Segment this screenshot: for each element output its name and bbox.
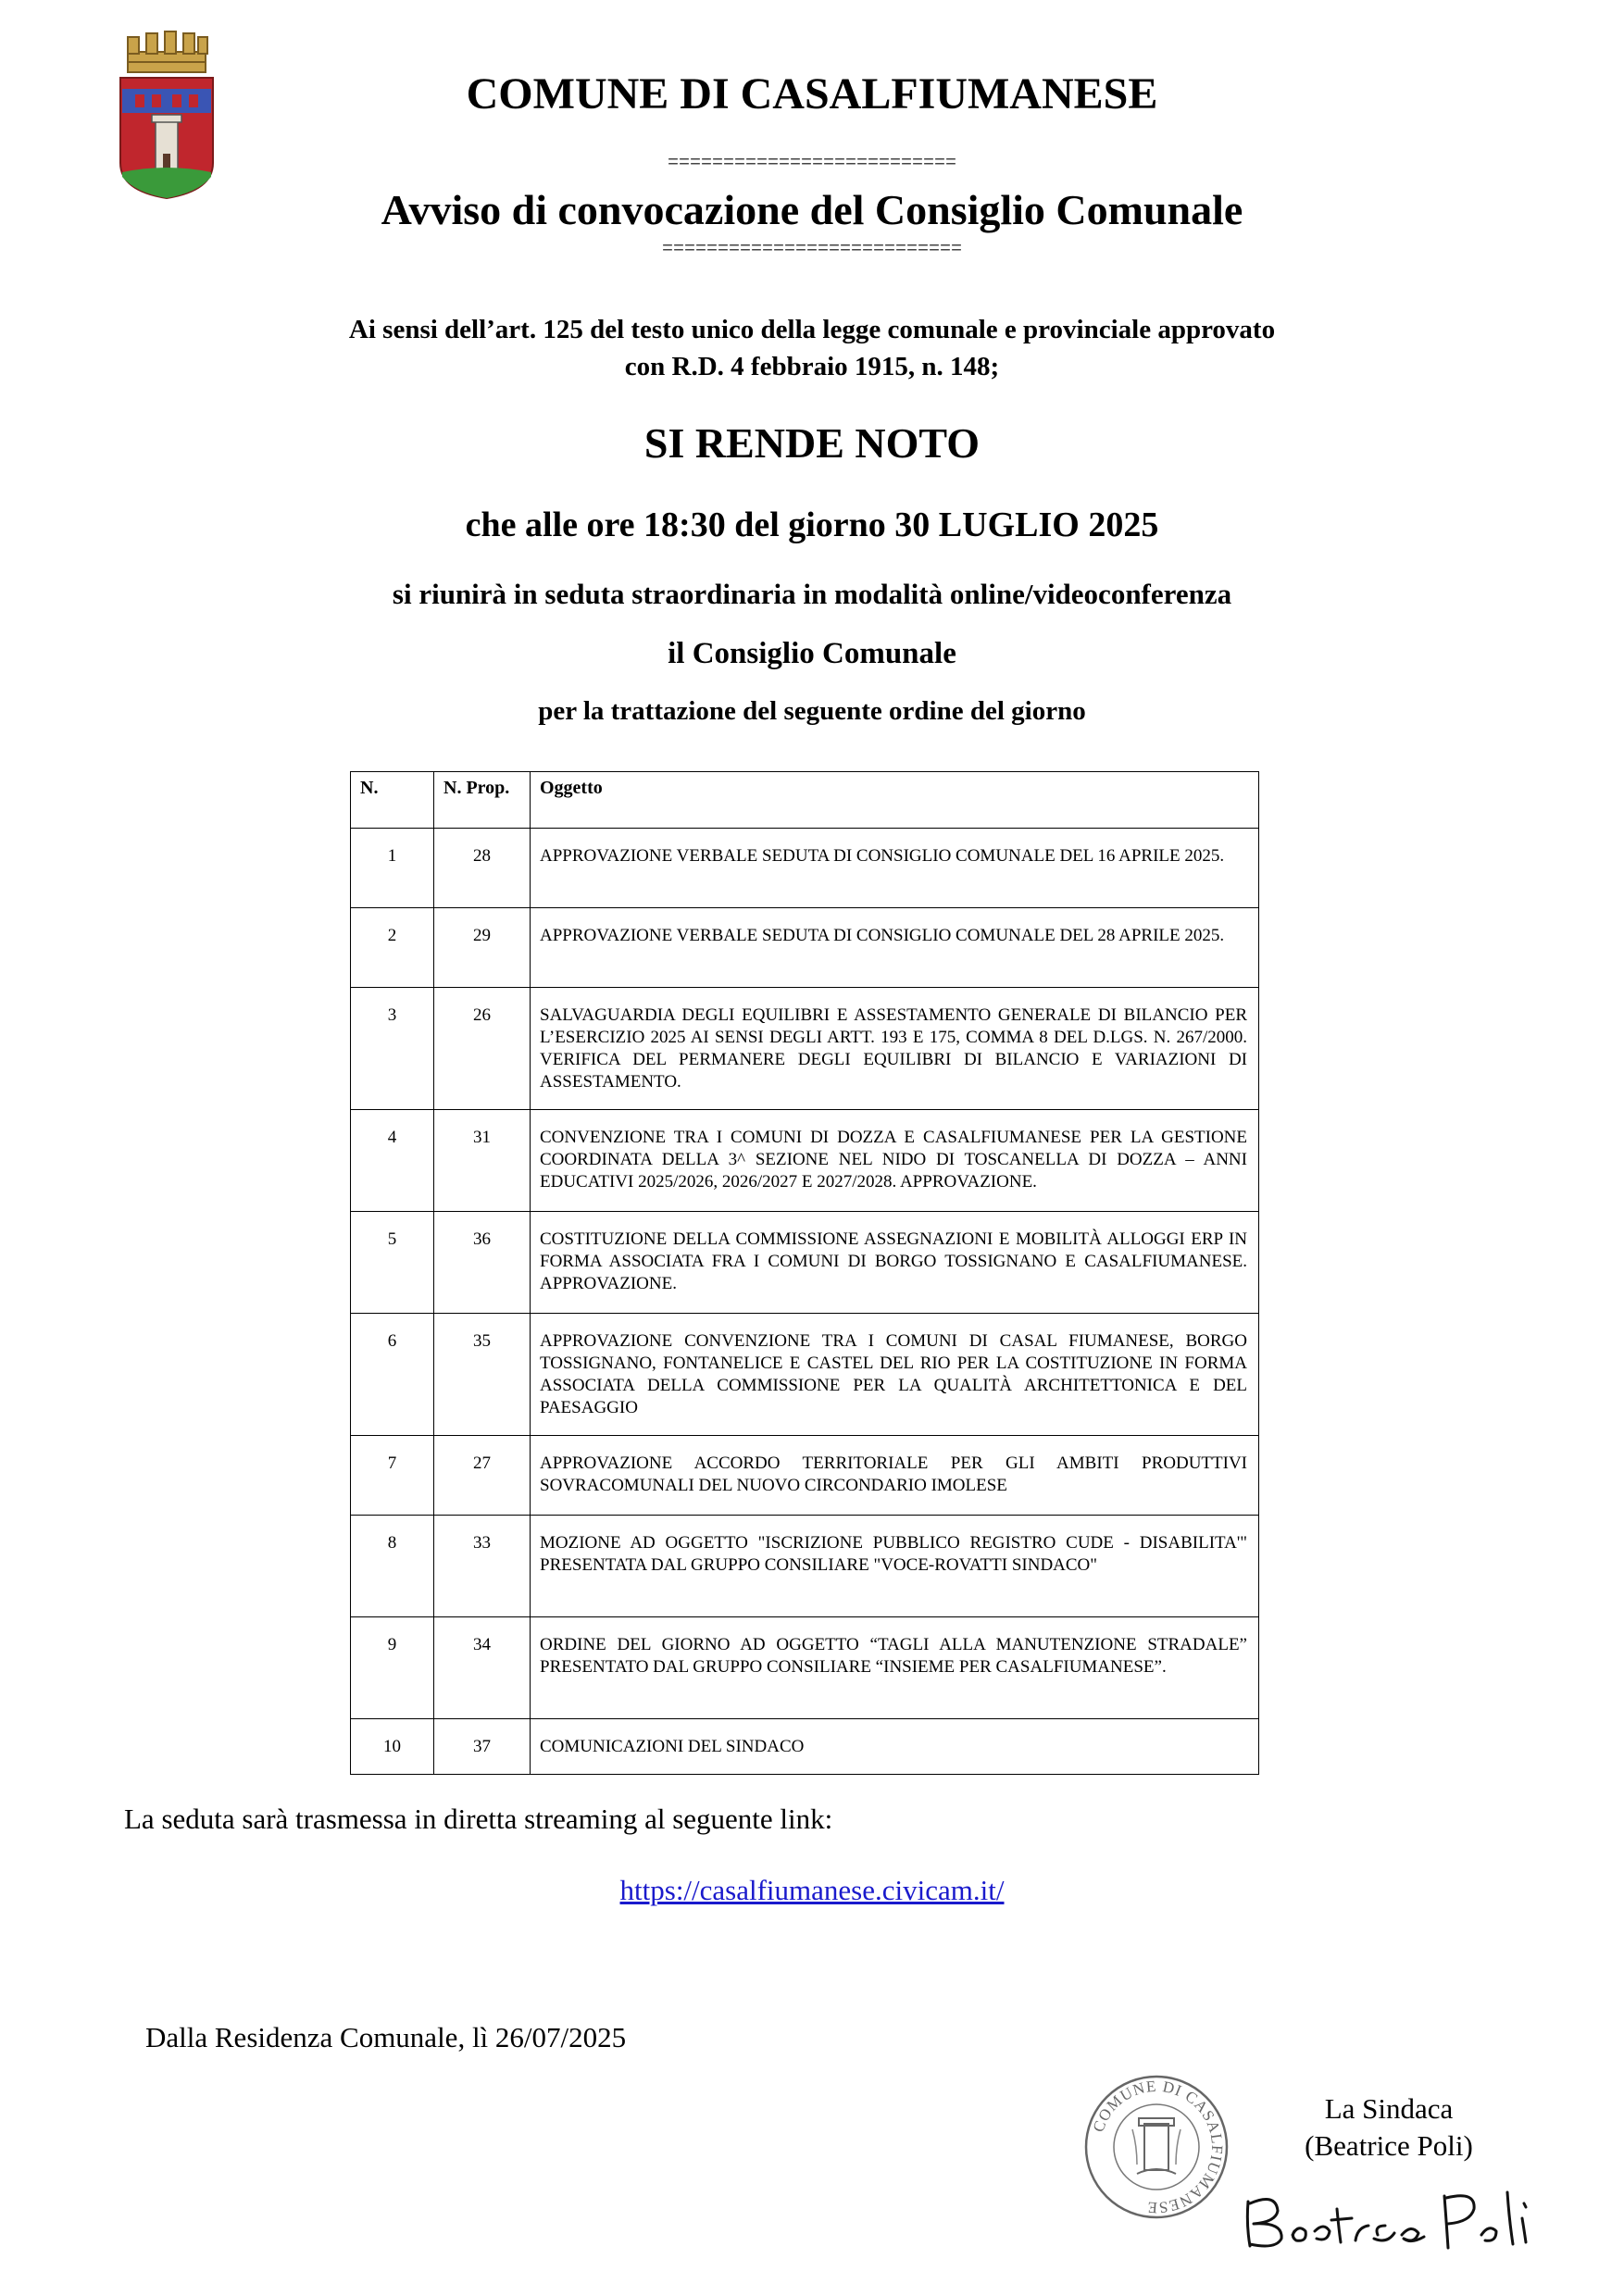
table-row [351,1516,1259,1617]
item-subject: CONVENZIONE TRA I COMUNI DI DOZZA E CASALFIUMANESE PER LA GESTIONE COORDINATA DELLA 3^ SEZIONE NEL NIDO DI TOSCANELLA DI DOZZA – ANNI EDUCATIVI 2025/2026, 2026/2027 E 2027/2028. APPROVAZIONE. [531,1110,1259,1212]
separator-line: =========================== [661,239,963,260]
proposal-number: 37 [434,1719,531,1775]
signatory-name: (Beatrice Poli) [1305,2129,1473,2162]
notice-heading: SI RENDE NOTO [643,419,981,467]
place-date: Dalla Residenza Comunale, lì 26/07/2025 [145,2021,627,2053]
council-name: il Consiglio Comunale [668,637,956,670]
table-row [351,1719,1259,1775]
document-title: Avviso di convocazione del Consiglio Comunale [381,186,1243,233]
item-number: 4 [351,1110,434,1212]
column-header-proposal: N. Prop. [434,772,531,829]
agenda-header-row [351,772,1259,829]
item-number: 6 [351,1314,434,1436]
item-subject: SALVAGUARDIA DEGLI EQUILIBRI E ASSESTAMENTO GENERALE DI BILANCIO PER L’ESERCIZIO 2025 AI SENSI DEGLI ARTT. 193 E 175, COMMA 8 DEL D.LGS. N. 267/2000. VERIFICA DEL PERMANERE DEGLI EQUILIBRI DI BILANCIO E VARIAZIONI DI ASSESTAMENTO. [531,988,1259,1110]
item-subject: APPROVAZIONE ACCORDO TERRITORIALE PER GLI AMBITI PRODUTTIVI SOVRACOMUNALI DEL NUOVO CIRCONDARIO IMOLESE [531,1436,1259,1516]
item-subject: COSTITUZIONE DELLA COMMISSIONE ASSEGNAZIONI E MOBILITÀ ALLOGGI ERP IN FORMA ASSOCIATA FRA I COMUNI DI BORGO TOSSIGNANO E CASALFIUMANESE. APPROVAZIONE. [531,1212,1259,1314]
official-seal-stamp-icon [1081,2072,1231,2222]
table-row [351,1110,1259,1212]
meeting-mode: si riunirà in seduta straordinaria in modalità online/videoconferenza [392,578,1232,610]
proposal-number: 26 [434,988,531,1110]
item-subject: MOZIONE AD OGGETTO "ISCRIZIONE PUBBLICO REGISTRO CUDE - DISABILITA'" PRESENTATA DAL GRUPPO CONSILIARE "VOCE-ROVATTI SINDACO" [531,1516,1259,1617]
table-row [351,829,1259,908]
proposal-number: 29 [434,908,531,988]
proposal-number: 31 [434,1110,531,1212]
signatory-block [1278,2090,1500,2165]
item-subject: APPROVAZIONE VERBALE SEDUTA DI CONSIGLIO COMUNALE DEL 16 APRILE 2025. [531,829,1259,908]
municipality-name: COMUNE DI CASALFIUMANESE [466,69,1158,119]
proposal-number: 28 [434,829,531,908]
signatory-role: La Sindaca [1324,2092,1454,2125]
legal-reference-line: con R.D. 4 febbraio 1915, n. 148; [624,352,1000,381]
proposal-number: 36 [434,1212,531,1314]
table-row [351,1617,1259,1719]
column-header-subject: Oggetto [531,772,1259,829]
agenda-table [350,771,1259,1775]
handwritten-signature [1239,2183,1544,2255]
item-number: 5 [351,1212,434,1314]
seal-text: COMUNE DI CASALFIUMANESE [1089,2077,1227,2217]
proposal-number: 35 [434,1314,531,1436]
svg-text:COMUNE DI CASALFIUMANESE [1090,2078,1227,2216]
agenda-intro: per la trattazione del seguente ordine del giorno [538,696,1086,726]
item-number: 8 [351,1516,434,1617]
item-number: 3 [351,988,434,1110]
proposal-number: 33 [434,1516,531,1617]
table-row [351,1436,1259,1516]
item-subject: COMUNICAZIONI DEL SINDACO [531,1719,1259,1775]
table-row [351,1314,1259,1436]
item-number: 9 [351,1617,434,1719]
proposal-number: 27 [434,1436,531,1516]
item-number: 1 [351,829,434,908]
table-row [351,988,1259,1110]
item-subject: APPROVAZIONE CONVENZIONE TRA I COMUNI DI CASAL FIUMANESE, BORGO TOSSIGNANO, FONTANELICE E CASTEL DEL RIO PER LA COSTITUZIONE IN FORMA ASSOCIATA DELLA COMMISSIONE PER LA QUALITÀ ARCHITETTONICA E DEL PAESAGGIO [531,1314,1259,1436]
item-number: 7 [351,1436,434,1516]
table-row [351,908,1259,988]
legal-reference [256,311,1368,385]
item-subject: ORDINE DEL GIORNO AD OGGETTO “TAGLI ALLA MANUTENZIONE STRADALE” PRESENTATO DAL GRUPPO CONSILIARE “INSIEME PER CASALFIUMANESE”. [531,1617,1259,1719]
meeting-datetime: che alle ore 18:30 del giorno 30 LUGLIO 2025 [465,505,1159,544]
item-subject: APPROVAZIONE VERBALE SEDUTA DI CONSIGLIO COMUNALE DEL 28 APRILE 2025. [531,908,1259,988]
separator-line: ========================== [667,153,957,174]
streaming-url[interactable]: https://casalfiumanese.civicam.it/ [619,1874,1005,1906]
proposal-number: 34 [434,1617,531,1719]
table-row [351,1212,1259,1314]
column-header-number: N. [351,772,434,829]
item-number: 2 [351,908,434,988]
streaming-link[interactable] [0,1874,1624,1907]
legal-reference-line: Ai sensi dell’art. 125 del testo unico della legge comunale e provinciale approvato [348,315,1276,344]
item-number: 10 [351,1719,434,1775]
streaming-notice: La seduta sarà trasmessa in diretta streaming al seguente link: [124,1803,833,1835]
